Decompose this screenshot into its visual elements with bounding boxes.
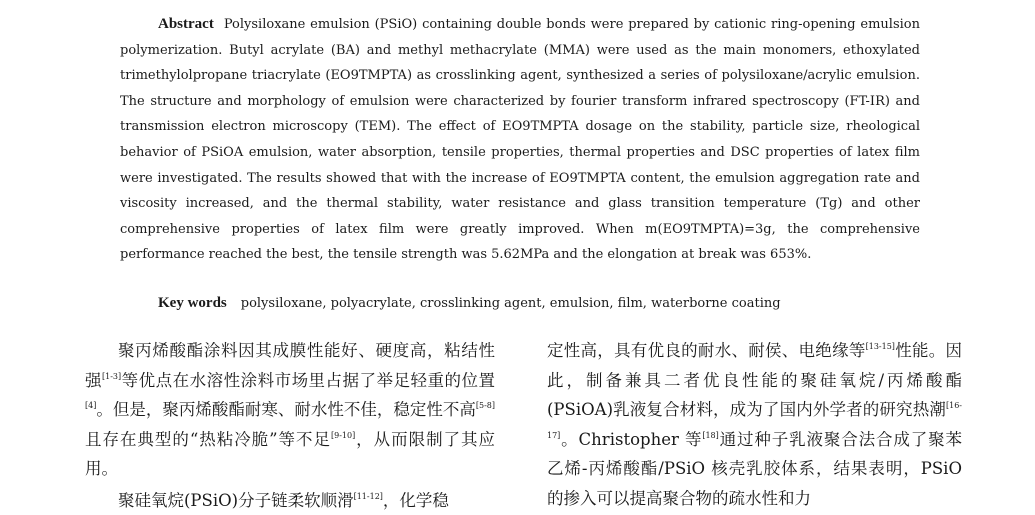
body-text: ，化学稳 (383, 491, 449, 510)
keywords-section (158, 292, 918, 315)
body-text: 。Christopher 等 (560, 430, 702, 449)
body-column-left (85, 336, 495, 515)
abstract-text: Polysiloxane emulsion (PSiO) containing double bonds were prepared by cationic ring-opening emulsion polymerization. Butyl acrylate (BA) and methyl methacrylate (MMA) were used as the main monomers, ethoxylated trimethylolpropane triacrylate (EO9TMPTA) as crosslinking agent, synthesized a series of polysiloxane/acrylic emulsion. The structure and morphology of emulsion were characterized by fourier transform infrared spectroscopy (FT-IR) and transmission electron microscopy (TEM). The effect of EO9TMPTA dosage on the stability, particle size, rheological behavior of PSiOA emulsion, water absorption, tensile properties, thermal properties and DSC properties of latex film were investigated. The results showed that with the increase of EO9TMPTA content, the emulsion aggregation rate and viscosity increased, and the thermal stability, water resistance and glass transition temperature (Tg) and other comprehensive properties of latex film were greatly improved. When m(EO9TMPTA)=3g, the comprehensive performance reached the best, the tensile strength was 5.62MPa and the elongation at break was 653%. (120, 17, 920, 262)
body-text: 聚硅氧烷(PSiO)分子链柔软顺滑 (118, 491, 354, 510)
citation: [4] (85, 401, 96, 410)
citation: [9-10] (331, 431, 355, 440)
body-text: ，从而限制了其应用。 (85, 430, 495, 479)
citation: [16-17] (547, 401, 962, 440)
citation: [18] (702, 431, 718, 440)
body-text: 通过种子乳液聚合法合成了聚苯乙烯-丙烯酸酯/PSiO 核壳乳胶体系，结果表明，PSiO 的掺入可以提高聚合物的疏水性和力 (547, 430, 962, 508)
body-paragraph (85, 336, 495, 484)
citation: [1-3] (102, 372, 121, 381)
body-text: 聚丙烯酸酯涂料因其成膜性能好、硬度高，粘结性强 (85, 341, 495, 390)
abstract-section (120, 12, 920, 268)
body-column-right (547, 336, 962, 513)
keywords-label: Key words (158, 295, 227, 311)
citation: [5-8] (476, 401, 495, 410)
body-text: 定性高，具有优良的耐水、耐侯、电绝缘等 (547, 341, 866, 360)
body-text: 。但是，聚丙烯酸酯耐寒、耐水性不佳，稳定性不高 (96, 400, 476, 419)
body-text: 且存在典型的“热粘冷脆”等不足 (85, 430, 331, 449)
keywords-text: polysiloxane, polyacrylate, crosslinking agent, emulsion, film, waterborne coating (241, 296, 781, 311)
body-text: 性能。因此，制备兼具二者优良性能的聚硅氧烷/丙烯酸酯(PSiOA)乳液复合材料，成为了国内外学者的研究热潮 (547, 341, 962, 419)
abstract-label: Abstract (158, 16, 214, 32)
citation: [13-15] (866, 342, 895, 351)
body-paragraph (85, 486, 495, 515)
body-text: 等优点在水溶性涂料市场里占据了举足轻重的位置 (121, 371, 495, 390)
citation: [11-12] (354, 492, 383, 501)
body-paragraph (547, 336, 962, 513)
